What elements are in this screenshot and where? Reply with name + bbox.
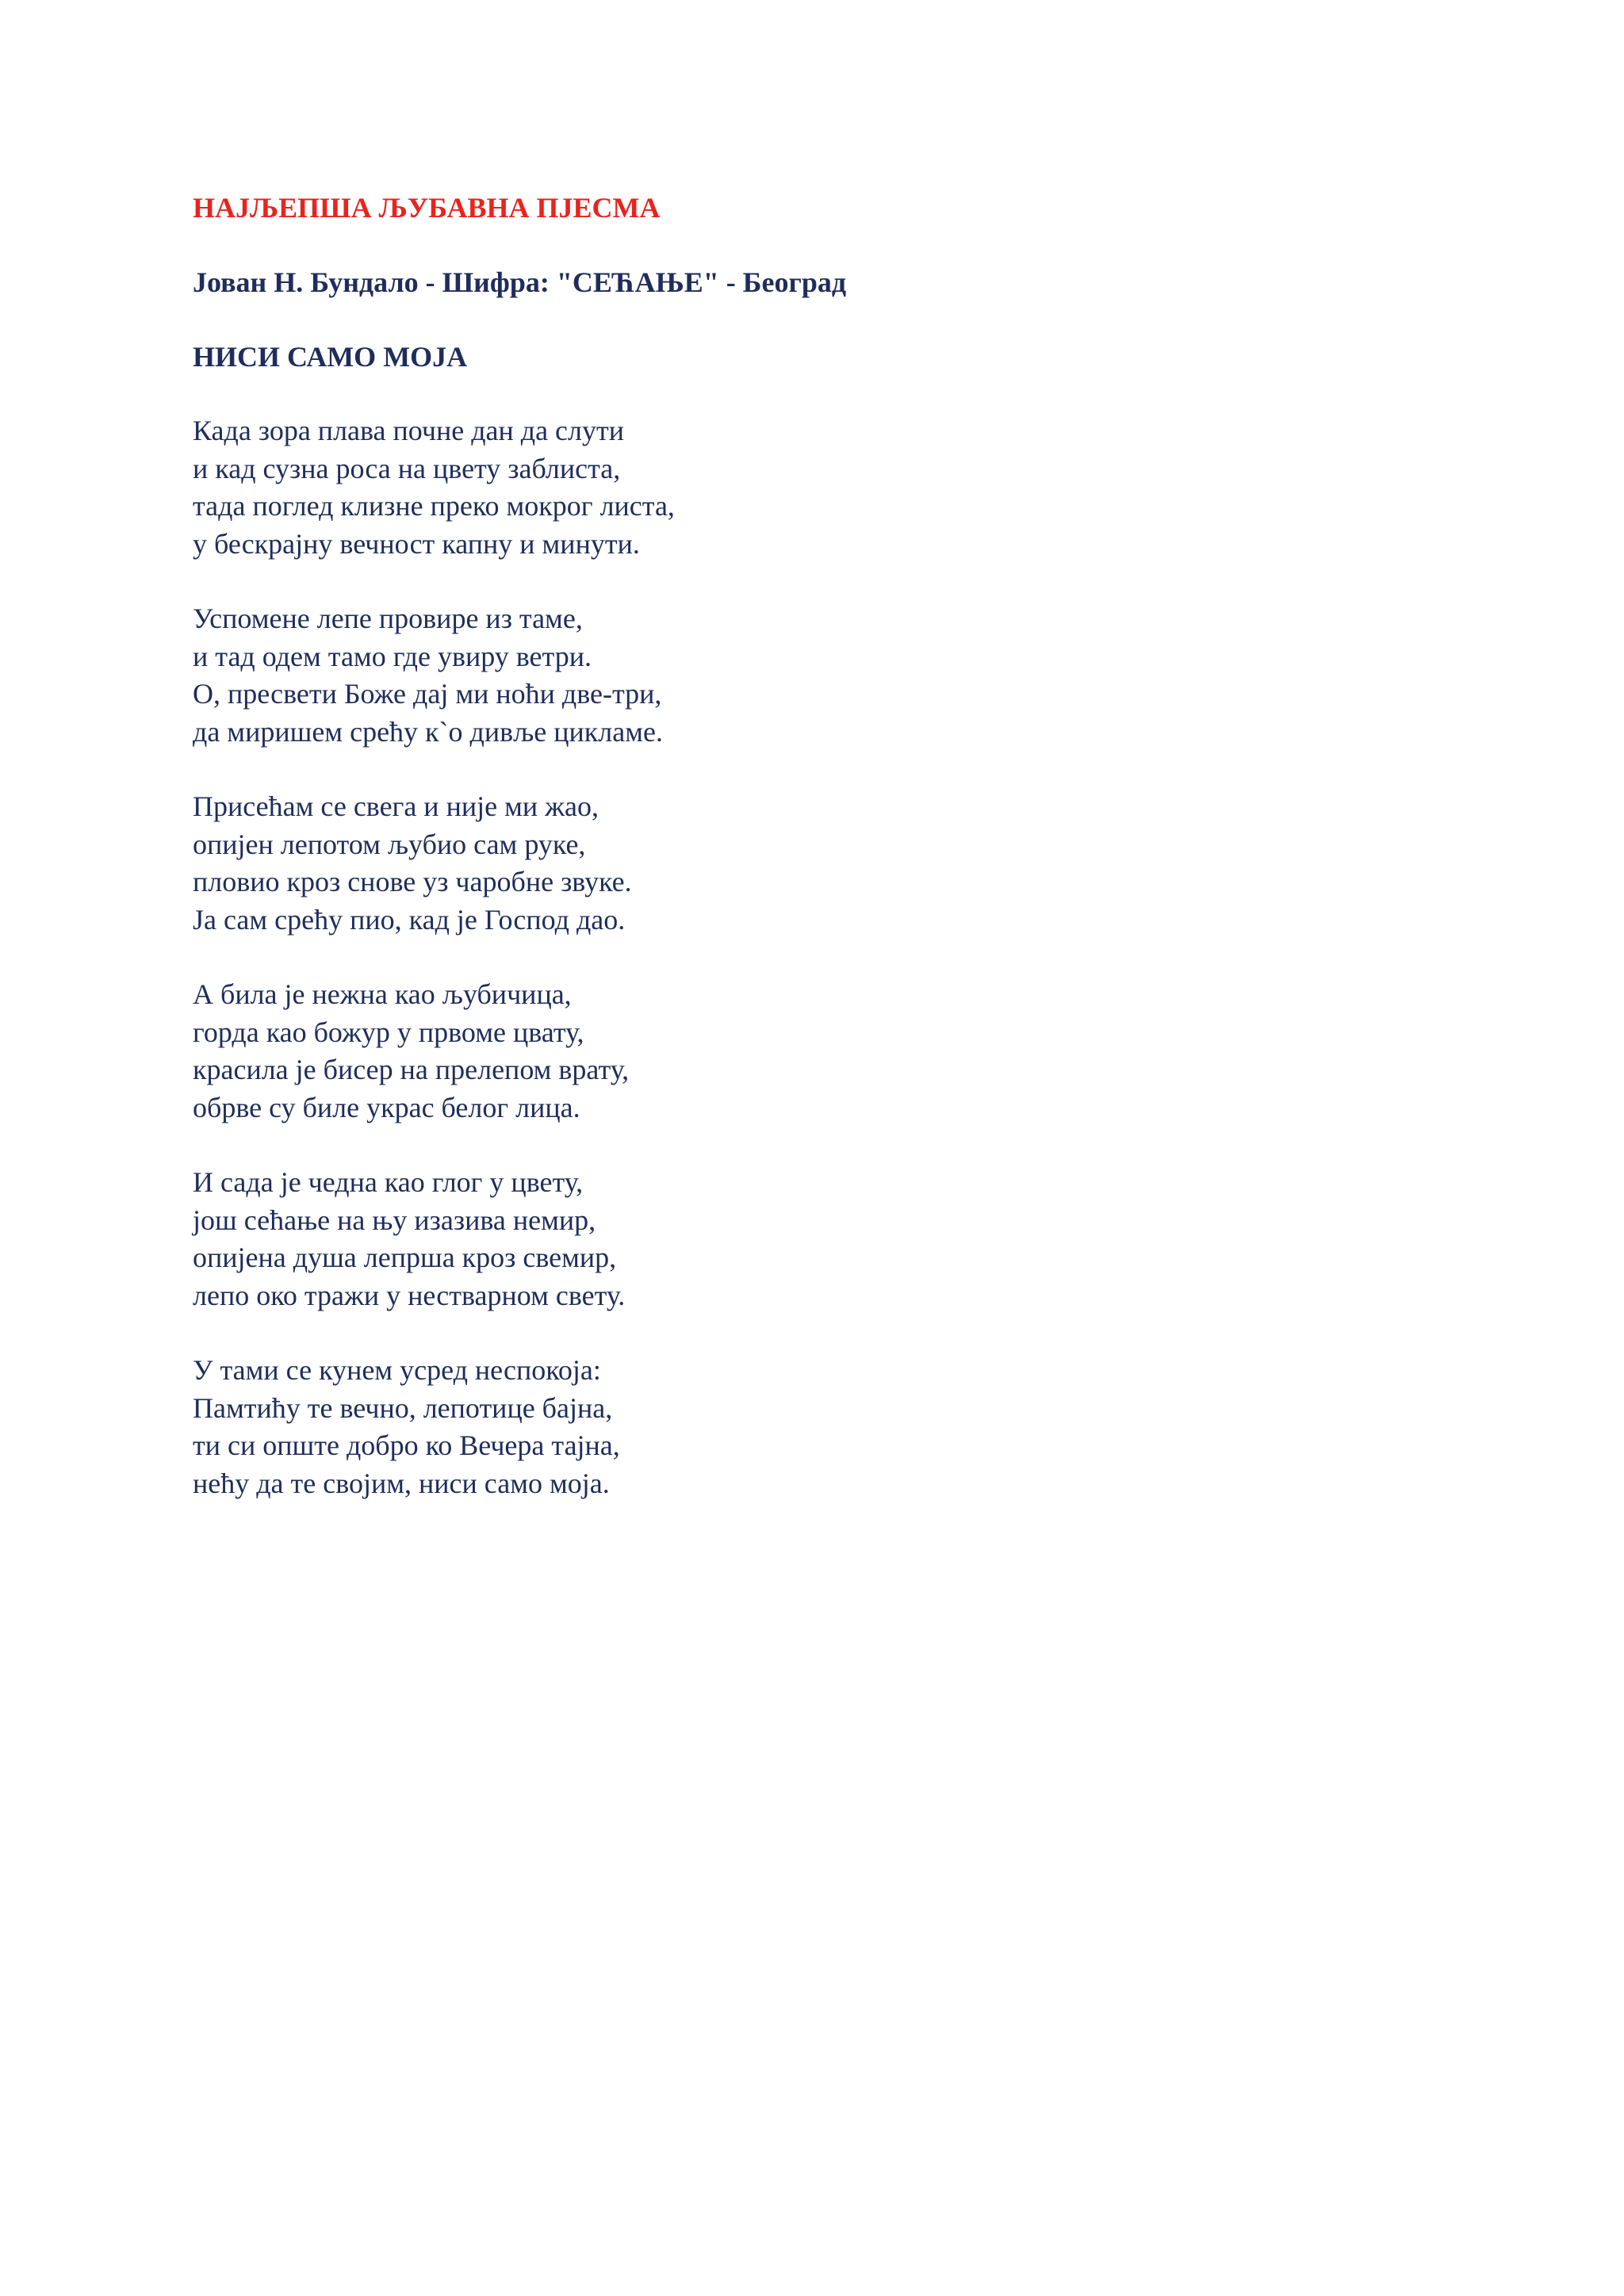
poem-line: нећу да те својим, ниси само моја. [193,1467,610,1499]
poem-line: Када зора плава почне дан да слути [193,415,624,446]
poem-line: У тами се кунем усред неспокоја: [193,1354,601,1386]
poem-line: горда као божур у првоме цвату, [193,1016,584,1048]
poem-line: у бескрајну вечност капну и минути. [193,527,640,560]
poem-line: Присећам се свега и није ми жао, [193,790,599,822]
stanza-2 [193,600,1461,751]
stanza-5 [193,1164,1461,1314]
poem-line: још сећање на њу изазива немир, [193,1203,596,1236]
stanza-1 [193,412,1461,563]
poem-line: О, пресвети Боже дај ми ноћи две-три, [193,678,662,710]
poem-line: Ја сам срећу пио, кад је Господ дао. [193,903,626,936]
stanza-3 [193,788,1461,939]
poem-line: пловио кроз снове уз чаробне звуке. [193,866,632,897]
poem-line: Памтићу те вечно, лепотице бајна, [193,1391,613,1424]
poem-title: НИСИ САМО МОЈА [193,341,468,373]
poem-line: Успомене лепе провире из таме, [193,603,583,634]
document-heading: НАЈЉЕПША ЉУБАВНА ПЈЕСМА [193,192,661,224]
poem-line: ти си опште добро ко Вечера тајна, [193,1429,620,1461]
poem-line: лепо око тражи у нестварном свету. [193,1279,626,1311]
author-line: Јован Н. Бундало - Шифра: "СЕЋАЊЕ" - Београд [193,266,847,298]
poem-line: да миришем срећу к`о дивље цикламе. [193,715,663,748]
document-content [193,189,1461,1540]
poem-body [193,412,1461,1502]
poem-line: красила је бисер на прелепом врату, [193,1054,630,1085]
poem-line: А била је нежна као љубичица, [193,978,572,1010]
poem-line: обрве су биле украс белог лица. [193,1091,580,1123]
poem-line: тада поглед клизне преко мокрог листа, [193,490,675,522]
poem-line: и кад сузна роса на цвету заблиста, [193,452,621,484]
poem-line: и тад одем тамо где увиру ветри. [193,640,592,672]
stanza-6 [193,1352,1461,1502]
stanza-4 [193,976,1461,1127]
poem-line: опијен лепотом љубио сам руке, [193,828,586,860]
poem-line: И сада је чедна као глог у цвету, [193,1166,584,1198]
poem-line: опијена душа лепрша кроз свемир, [193,1242,617,1273]
